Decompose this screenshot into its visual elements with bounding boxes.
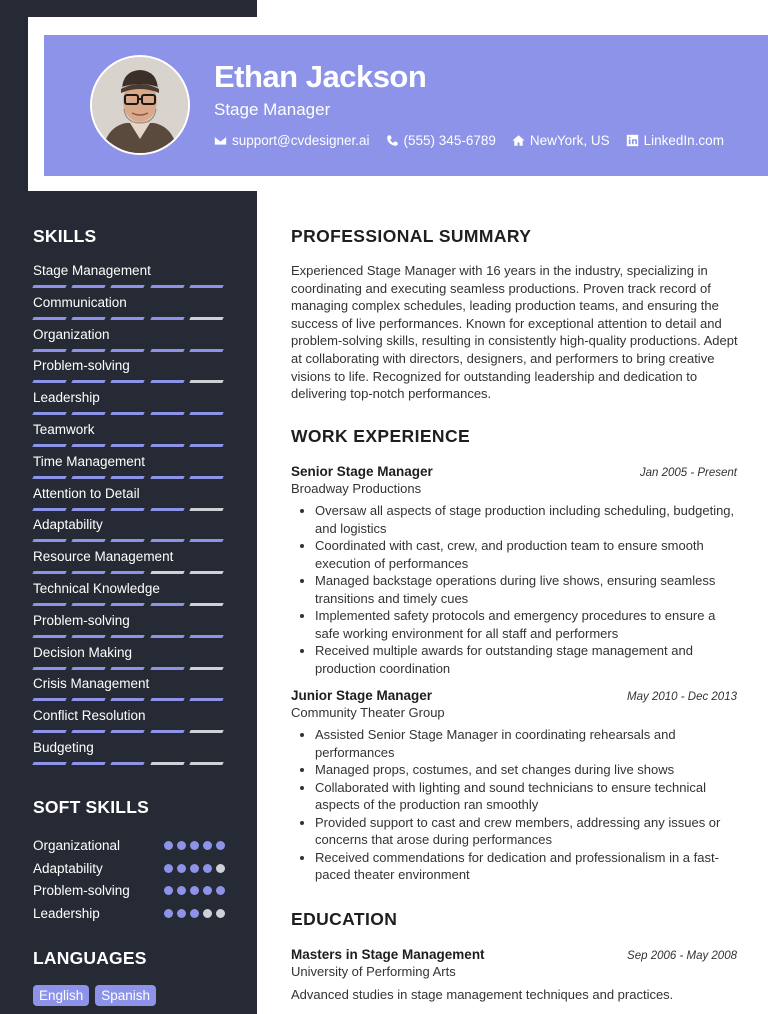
skill-level-segment	[150, 476, 185, 479]
avatar	[90, 55, 190, 155]
skills-heading: SKILLS	[33, 226, 97, 246]
skill-level-segment	[111, 412, 146, 415]
contact-email[interactable]	[214, 133, 370, 148]
soft-skill-level-dot	[164, 864, 173, 873]
skill-level-segment	[72, 571, 107, 574]
phone-icon	[386, 134, 399, 147]
soft-skill-level-dot	[203, 864, 212, 873]
soft-skill-level-dot	[216, 886, 225, 895]
skill-name: Budgeting	[33, 739, 94, 755]
skill-name: Communication	[33, 294, 127, 310]
job-entry	[291, 464, 737, 677]
skill-item	[33, 295, 223, 327]
skill-item	[33, 454, 223, 486]
skill-level-segment	[150, 444, 185, 447]
languages-list	[33, 985, 156, 1006]
skill-level-segment	[32, 667, 67, 670]
skill-level-bars	[33, 698, 223, 701]
skill-level-segment	[111, 603, 146, 606]
skill-level-segment	[72, 508, 107, 511]
skill-name: Crisis Management	[33, 676, 150, 692]
skill-level-segment	[150, 698, 185, 701]
skill-level-segment	[32, 730, 67, 733]
skill-level-segment	[111, 571, 146, 574]
skill-level-segment	[32, 635, 67, 638]
skill-name: Problem-solving	[33, 612, 130, 628]
skill-level-segment	[72, 667, 107, 670]
soft-skill-level-dots	[164, 886, 225, 895]
soft-skill-level-dot	[190, 841, 199, 850]
education-description: Advanced studies in stage management techniques and practices.	[291, 987, 674, 1002]
skill-level-segment	[111, 476, 146, 479]
skill-item	[33, 645, 223, 677]
skill-level-segment	[150, 539, 185, 542]
skill-level-segment	[111, 444, 146, 447]
soft-skill-name: Leadership	[33, 905, 100, 921]
soft-skill-level-dot	[216, 909, 225, 918]
envelope-icon	[214, 134, 227, 147]
contact-linkedin[interactable]	[626, 133, 724, 148]
skill-level-segment	[150, 571, 185, 574]
skill-level-segment	[72, 698, 107, 701]
skill-item	[33, 422, 223, 454]
job-bullet: • Provided support to cast and crew members, addressing any issues or concerns that arose during performances	[315, 814, 737, 849]
skill-level-bars	[33, 508, 223, 511]
candidate-name: Ethan Jackson	[214, 59, 427, 94]
skill-name: Stage Management	[33, 263, 151, 278]
job-company: Community Theater Group	[291, 705, 445, 720]
skill-level-segment	[111, 508, 146, 511]
soft-skill-level-dot	[177, 841, 186, 850]
skill-level-segment	[189, 667, 224, 670]
skill-level-segment	[32, 349, 67, 352]
skill-level-segment	[32, 571, 67, 574]
job-bullet: • Coordinated with cast, crew, and production team to ensure smooth execution of performances	[315, 537, 737, 572]
skill-level-segment	[150, 635, 185, 638]
skill-item	[33, 390, 223, 422]
skill-level-bars	[33, 762, 223, 765]
skill-level-segment	[111, 285, 146, 288]
contact-location-text: NewYork, US	[529, 133, 610, 148]
skill-level-segment	[150, 285, 185, 288]
skill-item	[33, 517, 223, 549]
skill-name: Conflict Resolution	[33, 708, 146, 724]
skill-level-segment	[72, 349, 107, 352]
experience-heading: WORK EXPERIENCE	[291, 426, 471, 446]
skill-level-segment	[189, 380, 224, 383]
header-banner	[44, 35, 768, 176]
linkedin-icon	[626, 134, 639, 147]
skill-level-segment	[150, 412, 185, 415]
soft-skills-list	[33, 834, 225, 925]
skill-level-segment	[150, 508, 185, 511]
skill-level-segment	[111, 698, 146, 701]
skill-level-segment	[189, 285, 224, 288]
skill-item	[33, 740, 223, 772]
contact-phone-text: (555) 345-6789	[403, 133, 496, 148]
contact-row	[214, 133, 724, 148]
job-title: Junior Stage Manager	[291, 688, 433, 703]
skill-level-segment	[72, 412, 107, 415]
skill-level-segment	[189, 476, 224, 479]
skill-level-bars	[33, 603, 223, 606]
job-bullets	[291, 502, 737, 677]
soft-skill-level-dots	[164, 864, 225, 873]
job-bullet: • Managed backstage operations during live shows, ensuring seamless transitions and timely cues	[315, 572, 737, 607]
job-title: Senior Stage Manager	[291, 464, 433, 479]
skill-level-segment	[189, 603, 224, 606]
skill-level-segment	[72, 539, 107, 542]
skill-level-segment	[32, 539, 67, 542]
education-date: Sep 2006 - May 2008	[627, 950, 737, 962]
skill-level-segment	[111, 667, 146, 670]
skill-level-segment	[111, 635, 146, 638]
skill-item	[33, 327, 223, 359]
skill-level-segment	[32, 317, 67, 320]
education-entry	[291, 947, 737, 979]
skill-level-segment	[32, 444, 67, 447]
job-bullet: • Managed props, costumes, and set changes during live shows	[315, 761, 737, 779]
job-bullet: • Implemented safety protocols and emergency procedures to ensure a safe working environment for all staff and performers	[315, 607, 737, 642]
skill-level-segment	[189, 508, 224, 511]
skill-level-segment	[32, 476, 67, 479]
soft-skill-level-dot	[190, 909, 199, 918]
job-date: Jan 2005 - Present	[639, 467, 737, 479]
language-tag: Spanish	[95, 985, 156, 1006]
skill-name: Decision Making	[33, 644, 133, 660]
skill-name: Leadership	[33, 390, 100, 406]
skill-level-segment	[150, 380, 185, 383]
skill-level-segment	[150, 317, 185, 320]
soft-skill-item	[33, 857, 225, 880]
skill-level-segment	[32, 603, 67, 606]
soft-skill-item	[33, 902, 225, 925]
skill-item	[33, 263, 223, 295]
job-bullets	[291, 726, 737, 884]
skill-level-bars	[33, 667, 223, 670]
contact-email-text: support@cvdesigner.ai	[232, 133, 370, 148]
skill-level-bars	[33, 539, 223, 542]
job-date: May 2010 - Dec 2013	[627, 691, 737, 703]
education-degree: Masters in Stage Management	[291, 947, 485, 962]
skill-level-segment	[111, 539, 146, 542]
skill-name: Organization	[33, 326, 110, 342]
skill-level-segment	[189, 317, 224, 320]
skill-level-segment	[189, 412, 224, 415]
skill-level-segment	[150, 730, 185, 733]
soft-skill-item	[33, 879, 225, 902]
skill-level-bars	[33, 635, 223, 638]
skill-item	[33, 676, 223, 708]
skill-level-bars	[33, 317, 223, 320]
soft-skill-level-dot	[216, 864, 225, 873]
soft-skill-item	[33, 834, 225, 857]
skill-level-bars	[33, 444, 223, 447]
home-icon	[512, 134, 525, 147]
skill-level-bars	[33, 349, 223, 352]
job-bullet: • Collaborated with lighting and sound technicians to ensure technical aspects of the production ran smoothly	[315, 779, 737, 814]
skill-level-bars	[33, 571, 223, 574]
summary-heading: PROFESSIONAL SUMMARY	[291, 226, 532, 246]
soft-skill-level-dot	[190, 864, 199, 873]
contact-phone[interactable]	[386, 133, 496, 148]
skill-level-segment	[72, 603, 107, 606]
skill-level-segment	[150, 603, 185, 606]
skill-level-segment	[32, 285, 67, 288]
soft-skill-level-dot	[216, 841, 225, 850]
skill-level-bars	[33, 412, 223, 415]
skill-level-segment	[72, 317, 107, 320]
soft-skill-level-dots	[164, 841, 225, 850]
job-entry	[291, 688, 737, 884]
skill-level-segment	[32, 412, 67, 415]
skill-level-segment	[189, 730, 224, 733]
skill-name: Teamwork	[33, 421, 95, 437]
skill-level-segment	[72, 476, 107, 479]
skill-level-segment	[111, 349, 146, 352]
skill-level-segment	[32, 698, 67, 701]
skill-level-segment	[111, 730, 146, 733]
skill-level-segment	[189, 571, 224, 574]
skill-level-segment	[150, 349, 185, 352]
contact-linkedin-text: LinkedIn.com	[643, 133, 724, 148]
skill-level-segment	[32, 762, 67, 765]
education-school: University of Performing Arts	[291, 964, 456, 979]
skill-level-segment	[189, 539, 224, 542]
skill-item	[33, 358, 223, 390]
skill-level-segment	[32, 380, 67, 383]
skill-level-bars	[33, 476, 223, 479]
skill-name: Time Management	[33, 453, 146, 469]
soft-skill-level-dot	[203, 841, 212, 850]
language-tag: English	[33, 985, 89, 1006]
skill-level-segment	[150, 762, 185, 765]
skill-level-segment	[189, 444, 224, 447]
soft-skill-level-dot	[190, 886, 199, 895]
skill-level-bars	[33, 285, 223, 288]
skill-item	[33, 581, 223, 613]
job-bullet: • Received multiple awards for outstanding stage management and production coordination	[315, 642, 737, 677]
soft-skill-level-dot	[177, 909, 186, 918]
skill-level-segment	[32, 508, 67, 511]
skill-item	[33, 613, 223, 645]
job-bullet: • Assisted Senior Stage Manager in coordinating rehearsals and performances	[315, 726, 737, 761]
skill-level-segment	[72, 730, 107, 733]
skill-level-segment	[72, 285, 107, 288]
skill-level-segment	[72, 444, 107, 447]
soft-skills-heading: SOFT SKILLS	[33, 797, 149, 817]
soft-skill-level-dots	[164, 909, 225, 918]
skill-level-bars	[33, 730, 223, 733]
profile-photo	[92, 57, 188, 153]
skill-item	[33, 708, 223, 740]
job-company: Broadway Productions	[291, 481, 422, 496]
skill-level-segment	[189, 349, 224, 352]
soft-skill-name: Problem-solving	[33, 883, 130, 899]
skill-name: Adaptability	[33, 517, 103, 533]
skill-level-bars	[33, 380, 223, 383]
skill-level-segment	[150, 667, 185, 670]
skill-level-segment	[111, 380, 146, 383]
skill-level-segment	[189, 762, 224, 765]
soft-skill-level-dot	[164, 841, 173, 850]
skill-level-segment	[111, 762, 146, 765]
skill-level-segment	[111, 317, 146, 320]
skill-name: Technical Knowledge	[33, 580, 160, 596]
job-bullet: • Oversaw all aspects of stage production including scheduling, budgeting, and logistics	[315, 502, 737, 537]
skill-name: Resource Management	[33, 549, 174, 565]
languages-heading: LANGUAGES	[33, 948, 147, 968]
soft-skill-level-dot	[177, 886, 186, 895]
skill-item	[33, 486, 223, 518]
soft-skill-level-dot	[164, 909, 173, 918]
education-heading: EDUCATION	[291, 909, 398, 929]
candidate-role: Stage Manager	[214, 100, 331, 119]
skill-item	[33, 549, 223, 581]
summary-text: Experienced Stage Manager with 16 years in the industry, specializing in coordinating and executing seamless productions. Proven track record of managing complex schedules, leading production teams, and ensuring the success of live performances. Known for exceptional attention to detail and problem-solving skills, resulting in consistently high-quality productions. Adept at collaborating with directors, designers, and performers to bring creative visions to life. Recognized for outstanding leadership and dedication to delivering top-notch performances.	[291, 263, 738, 402]
skill-name: Attention to Detail	[33, 485, 140, 501]
job-bullet: • Received commendations for dedication and professionalism in a fast-paced theater environment	[315, 849, 737, 884]
soft-skill-level-dot	[203, 909, 212, 918]
skills-list	[33, 263, 223, 772]
skill-level-segment	[72, 635, 107, 638]
skill-level-segment	[72, 762, 107, 765]
soft-skill-level-dot	[177, 864, 186, 873]
skill-level-segment	[72, 380, 107, 383]
soft-skill-level-dot	[164, 886, 173, 895]
contact-location	[512, 133, 610, 148]
soft-skill-name: Adaptability	[33, 860, 103, 876]
skill-level-segment	[189, 635, 224, 638]
skill-level-segment	[189, 698, 224, 701]
soft-skill-name: Organizational	[33, 837, 121, 853]
skill-name: Problem-solving	[33, 358, 130, 374]
soft-skill-level-dot	[203, 886, 212, 895]
